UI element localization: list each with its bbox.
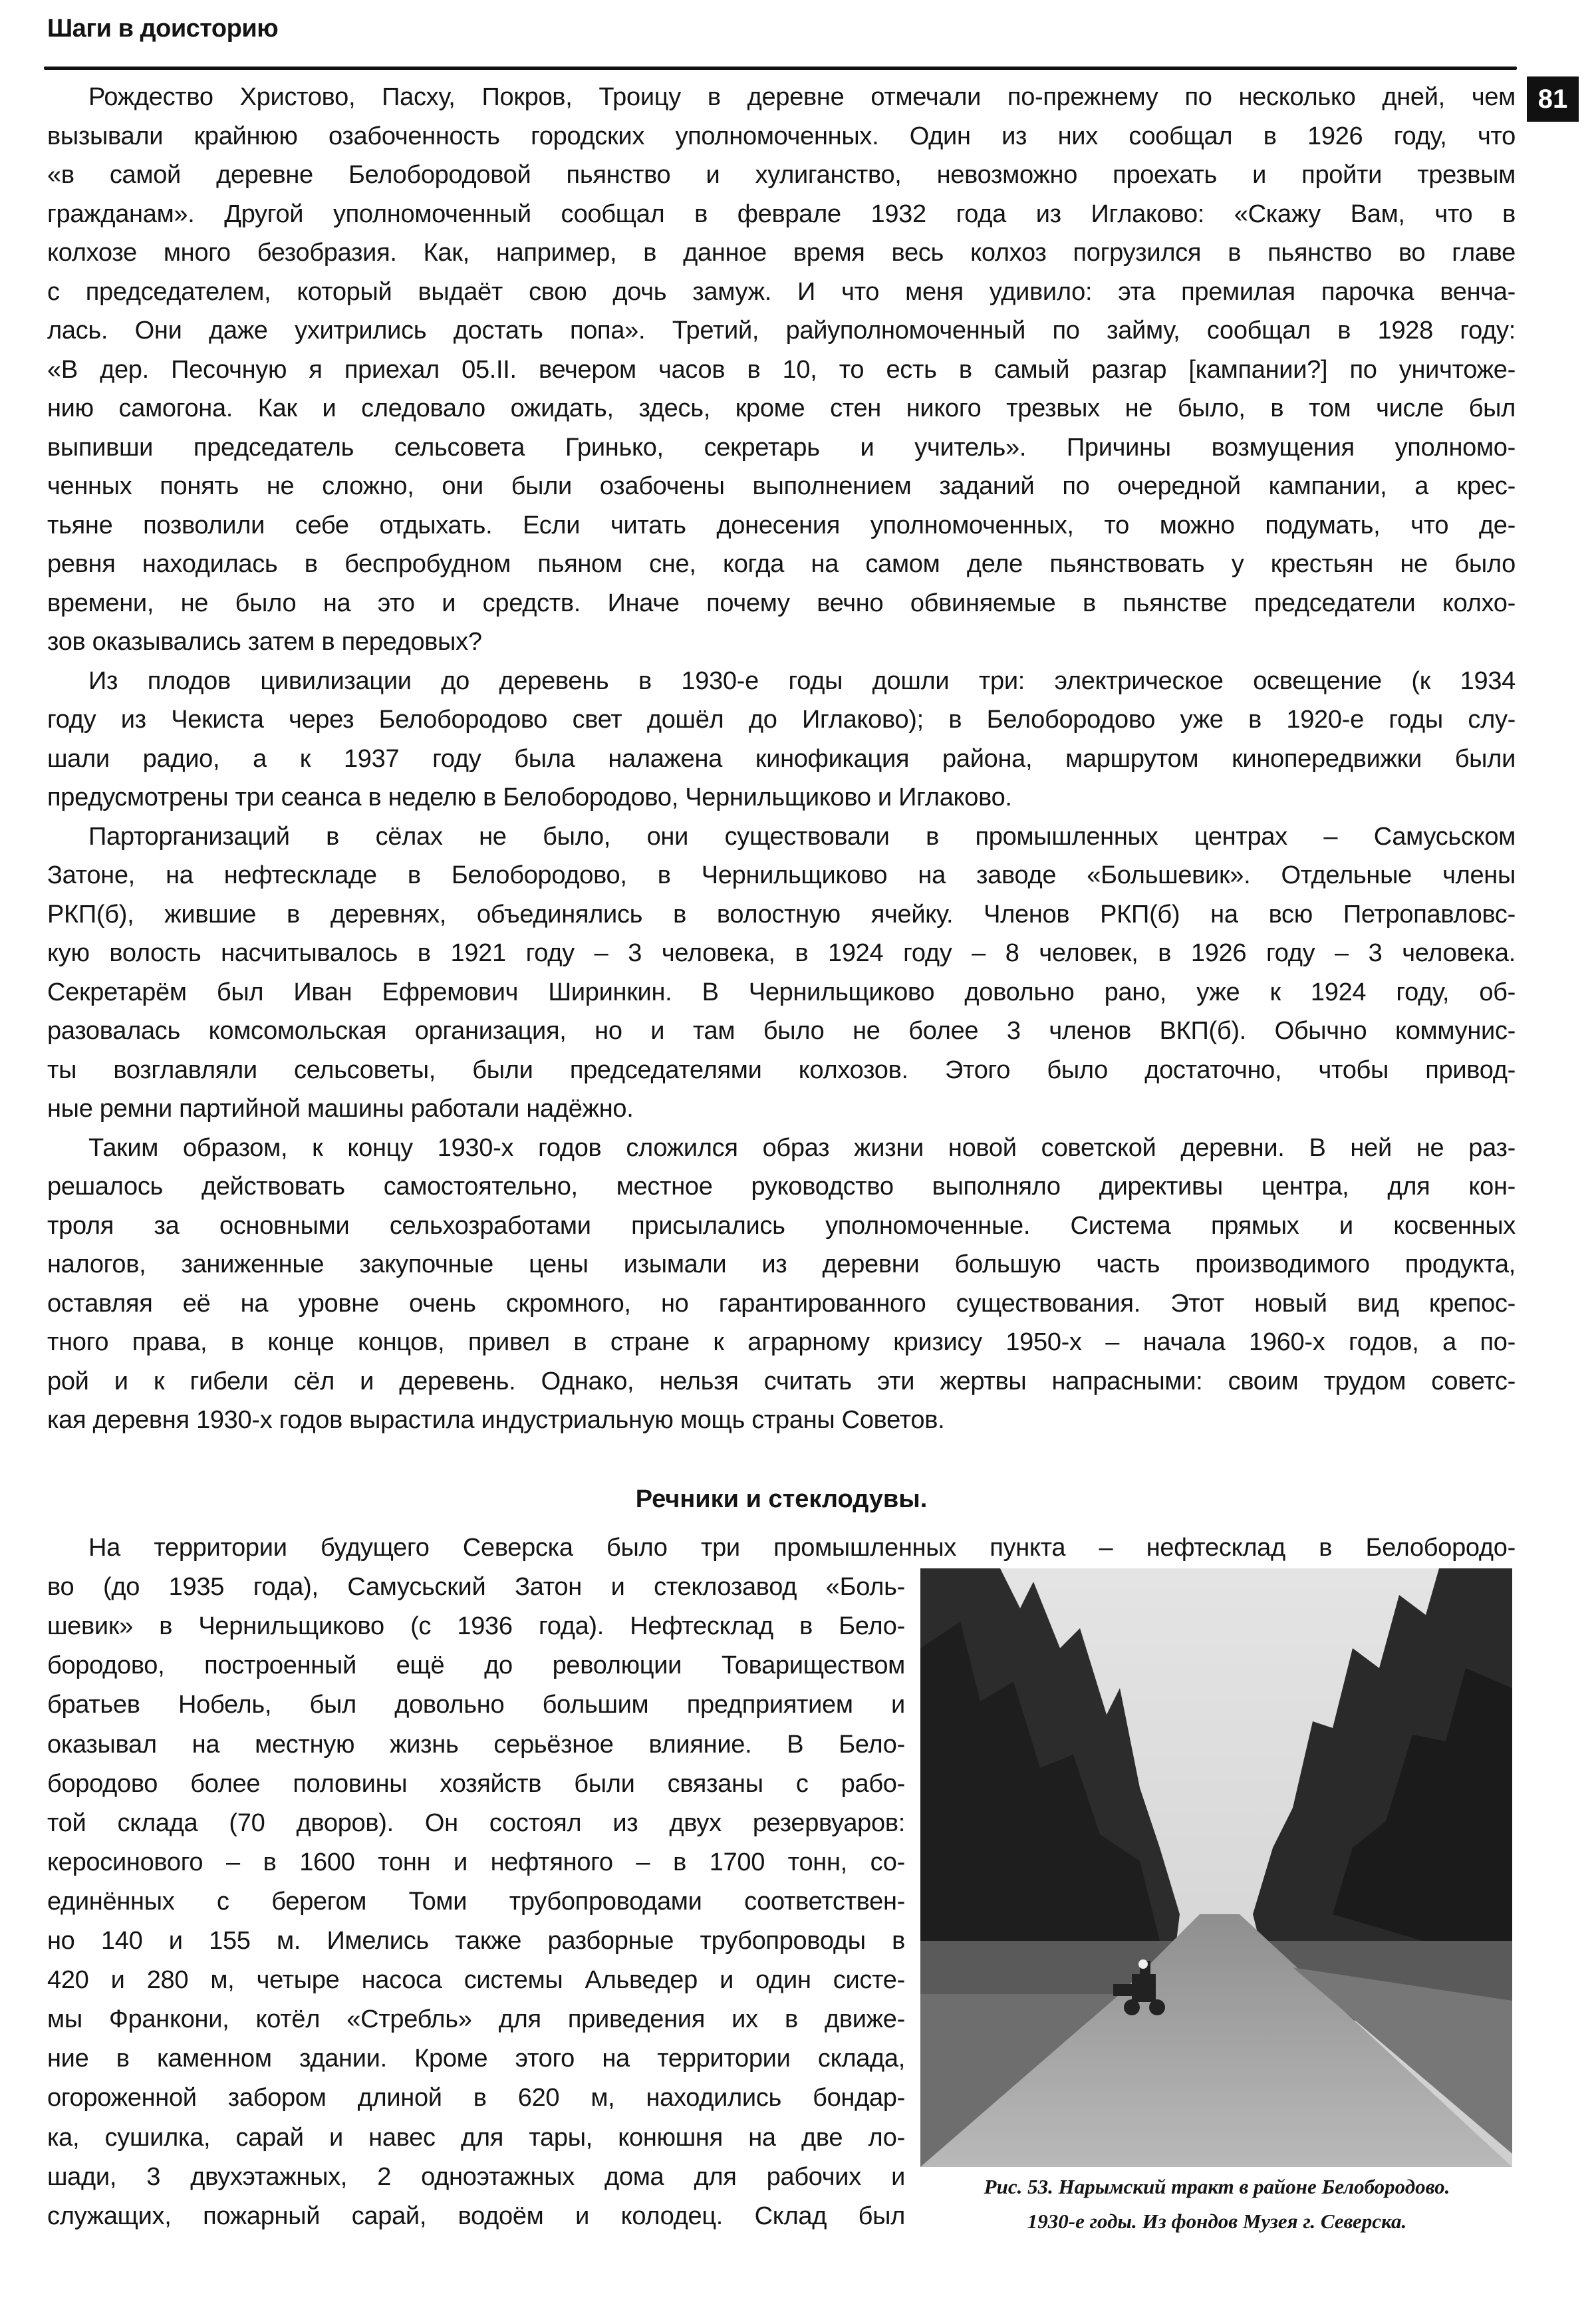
- paragraph-line: тьяне позволили себе отдыхать. Если читать донесения уполномоченных, то можно подумать, что де-: [47, 511, 1516, 539]
- paragraph-line: «в самой деревне Белобородовой пьянство и хулиганство, невозможно проехать и пройти трезвым: [47, 161, 1516, 189]
- paragraph-line: шали радио, а к 1937 году была налажена кинофикация района, маршрутом кинопередвижки были: [47, 744, 1516, 773]
- section-paragraph-line: служащих, пожарный сарай, водоём и колодец. Склад был: [47, 2202, 905, 2230]
- paragraph-line: ные ремни партийной машины работали надёжно.: [47, 1095, 634, 1123]
- paragraph-line: ченных понять не сложно, они были озабочены выполнением заданий по очередной кампании, а крес-: [47, 472, 1516, 500]
- page-number-badge: 81: [1527, 76, 1579, 122]
- section-paragraph-line: На территории будущего Северска было три промышленных пункта – нефтесклад в Белобородо-: [88, 1534, 1516, 1562]
- section-paragraph-line: шади, 3 двухэтажных, 2 одноэтажных дома для рабочих и: [47, 2162, 905, 2191]
- paragraph-line: ревня находилась в беспробудном пьяном сне, когда на самом деле пьянствовать у крестьян не было: [47, 550, 1516, 578]
- paragraph-line: Секретарём был Иван Ефремович Ширинкин. В Чернильщиково довольно рано, уже к 1924 году, об-: [47, 978, 1516, 1006]
- section-paragraph-line: той склада (70 дворов). Он состоял из двух резервуаров:: [47, 1808, 905, 1837]
- section-paragraph-line: братьев Нобель, был довольно большим предприятием и: [47, 1691, 905, 1719]
- paragraph-line: «В дер. Песочную я приехал 05.II. вечером часов в 10, то есть в самый разгар [кампании?] по уничтоже-: [47, 355, 1516, 384]
- caption-line-2: 1930-е годы. Из фондов Музея г. Северска.: [1027, 2210, 1407, 2233]
- paragraph-line: году из Чекиста через Белобородово свет дошёл до Иглаково); в Белобородово уже в 1920-е годы слу-: [47, 706, 1516, 734]
- paragraph-line: Из плодов цивилизации до деревень в 1930-е годы дошли три: электрическое освещение (к 1934: [88, 666, 1516, 695]
- section-paragraph-line: огороженной забором длиной в 620 м, находились бондар-: [47, 2084, 905, 2112]
- paragraph-line: разовалась комсомольская организация, но и там было не более 3 членов ВКП(б). Обычно коммунис-: [47, 1017, 1516, 1045]
- paragraph-line: РКП(б), жившие в деревнях, объединялись в волостную ячейку. Членов РКП(б) на всю Петропавловс-: [47, 900, 1516, 929]
- section-paragraph-line: единённых с берегом Томи трубопроводами соответствен-: [47, 1887, 905, 1916]
- paragraph-line: Парторганизаций в сёлах не было, они существовали в промышленных центрах – Самусьском: [88, 822, 1516, 851]
- paragraph-line: кая деревня 1930-х годов вырастила индустриальную мощь страны Советов.: [47, 1406, 945, 1434]
- paragraph-line: гражданам». Другой уполномоченный сообщал в феврале 1932 года из Иглаково: «Скажу Вам, что в: [47, 200, 1516, 228]
- section-paragraph-line: 420 и 280 м, четыре насоса системы Альведер и один систе-: [47, 1966, 905, 1995]
- paragraph-line: выпивши председатель сельсовета Гринько, секретарь и учитель». Причины возмущения уполномо-: [47, 433, 1516, 462]
- paragraph-line: оставляя её на уровне очень скромного, но гарантированного существования. Этот новый вид крепос-: [47, 1289, 1516, 1318]
- paragraph-line: троля за основными сельхозработами присылались уполномоченные. Система прямых и косвенных: [47, 1211, 1516, 1240]
- section-paragraph-line: ка, сушилка, сарай и навес для тары, конюшня на две ло-: [47, 2123, 905, 2152]
- paragraph-line: зов оказывались затем в передовых?: [47, 628, 482, 656]
- section-paragraph-line: оказывал на местную жизнь серьёзное влияние. В Бело-: [47, 1730, 905, 1759]
- running-head: Шаги в доисторию: [47, 15, 279, 43]
- paragraph-line: колхозе много безобразия. Как, например, в данное время весь колхоз погрузился в пьянство во главе: [47, 239, 1516, 267]
- section-paragraph-line: шевик» в Чернильщиково (с 1936 года). Нефтесклад в Бело-: [47, 1612, 905, 1641]
- paragraph-line: кую волость насчитывалось в 1921 году – 3 человека, в 1924 году – 8 человек, в 1926 году – 3 человека.: [47, 939, 1516, 967]
- paragraph-line: рой и к гибели сёл и деревень. Однако, нельзя считать эти жертвы напрасными: своим трудом советс-: [47, 1367, 1516, 1395]
- forest-road-photo: [920, 1568, 1512, 2167]
- paragraph-line: ты возглавляли сельсоветы, были председателями колхозов. Этого было достаточно, чтобы привод-: [47, 1056, 1516, 1084]
- header-rule: [44, 67, 1517, 70]
- section-paragraph-line: керосинового – в 1600 тонн и нефтяного – в 1700 тонн, со-: [47, 1848, 905, 1876]
- paragraph-line: предусмотрены три сеанса в неделю в Белобородово, Чернильщиково и Иглаково.: [47, 784, 1012, 811]
- section-paragraph-line: ние в каменном здании. Кроме этого на территории склада,: [47, 2045, 905, 2073]
- section-paragraph-line: бородово, построенный ещё до революции Товариществом: [47, 1652, 905, 1680]
- figure-photo: [920, 1568, 1512, 2167]
- paragraph-line: Рождество Христово, Пасху, Покров, Троицу в деревне отмечали по-прежнему по несколько дней, чем: [88, 83, 1516, 111]
- section-paragraph-line: во (до 1935 года), Самусьский Затон и стеклозавод «Боль-: [47, 1573, 905, 1602]
- section-paragraph-line: бородово более половины хозяйств были связаны с рабо-: [47, 1769, 905, 1798]
- paragraph-line: лась. Они даже ухитрились достать попа». Третий, райуполномоченный по займу, сообщал в 1928 году:: [47, 317, 1516, 345]
- paragraph-line: времени, не было на это и средств. Иначе почему вечно обвиняемые в пьянстве председатели колхо-: [47, 589, 1516, 617]
- section-paragraph-line: но 140 и 155 м. Имелись также разборные трубопроводы в: [47, 1927, 905, 1955]
- paragraph-line: вызывали крайнюю озабоченность городских уполномоченных. Один из них сообщал в 1926 году, что: [47, 122, 1516, 150]
- figure-caption: [904, 2170, 1530, 2239]
- paragraph-line: решалось действовать самостоятельно, местное руководство выполняло директивы центра, для кон-: [47, 1173, 1516, 1201]
- paragraph-line: тного права, в конце концов, привел в стране к аграрному кризису 1950-х – начала 1960-х годов, а по-: [47, 1328, 1516, 1356]
- section-paragraph-line: мы Франкони, котёл «Стребль» для приведения их в движе-: [47, 2005, 905, 2034]
- paragraph-line: нию самогона. Как и следовало ожидать, здесь, кроме стен никого трезвых не было, в том числе был: [47, 394, 1516, 422]
- paragraph-line: Затоне, на нефтескладе в Белобородово, в Чернильщиково на заводе «Большевик». Отдельные члены: [47, 861, 1516, 889]
- caption-line-1: Рис. 53. Нарымский тракт в районе Белобородово.: [984, 2175, 1450, 2198]
- paragraph-line: Таким образом, к концу 1930-х годов сложился образ жизни новой советской деревни. В ней не раз-: [88, 1133, 1516, 1162]
- paragraph-line: налогов, заниженные закупочные цены изымали из деревни большую часть производимого продукта,: [47, 1250, 1516, 1278]
- paragraph-line: с председателем, который выдаёт свою дочь замуж. И что меня удивило: эта премилая парочка венча-: [47, 277, 1516, 306]
- section-heading: Речники и стеклодувы.: [635, 1485, 928, 1513]
